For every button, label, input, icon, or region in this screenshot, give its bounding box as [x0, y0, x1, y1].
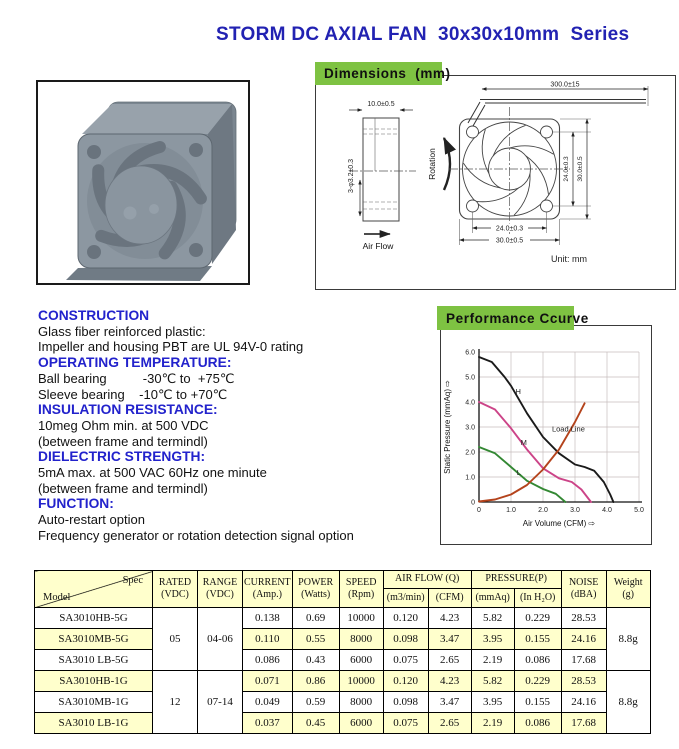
table-cell: 10000	[339, 608, 383, 629]
product-photo	[36, 80, 250, 285]
performance-section-label	[437, 306, 589, 330]
col-header-weight: Weight (g)	[606, 571, 650, 608]
specs-text	[38, 308, 354, 544]
weight-cell: 8.8g	[606, 671, 650, 734]
model-cell: SA3010HB-5G	[35, 608, 153, 629]
table-row	[35, 671, 651, 692]
table-cell: 8000	[339, 692, 383, 713]
table-cell: 24.16	[561, 629, 606, 650]
x-tick-label: 1.0	[506, 507, 516, 514]
col-header-airflow: AIR FLOW (Q)	[383, 571, 471, 589]
table-cell: 0.086	[243, 650, 293, 671]
table-cell: 4.23	[428, 671, 471, 692]
model-cell: SA3010 LB-5G	[35, 650, 153, 671]
table-row	[35, 629, 651, 650]
table-cell: 6000	[339, 713, 383, 734]
spec-text-line: Auto-restart option	[38, 512, 145, 528]
table-row	[35, 713, 651, 734]
table-cell: 2.65	[428, 713, 471, 734]
x-tick-label: 2.0	[538, 507, 548, 514]
dim-mounting-holes: 3-φ3.2±0.3	[348, 158, 355, 194]
series-label: H	[515, 387, 521, 396]
col-header-m3min: (m3/min)	[383, 589, 428, 608]
y-tick-label: 5.0	[465, 374, 475, 382]
dim-hole-pitch-horizontal: 24.0±0.3	[495, 225, 524, 233]
spec-text-line: Ball bearing -30℃ to +75℃	[38, 370, 235, 386]
x-tick-label: 0	[477, 507, 481, 514]
table-cell: 0.049	[243, 692, 293, 713]
model-word: Model	[43, 591, 71, 603]
table-cell: 24.16	[561, 692, 606, 713]
table-cell: 0.075	[383, 650, 428, 671]
dimensions-drawing	[315, 75, 676, 290]
y-tick-label: 1.0	[465, 474, 475, 482]
dim-thickness: 10.0±0.5	[367, 101, 395, 108]
series-label: Load Line	[551, 424, 585, 434]
spec-section-header: DIELECTRIC STRENGTH:	[38, 449, 206, 465]
series-label: L	[516, 468, 521, 477]
spec-word: Spec	[122, 575, 143, 586]
spec-section-header: FUNCTION:	[38, 496, 114, 512]
x-axis-label: Air Volume (CFM) ⇨	[522, 519, 596, 528]
model-cell: SA3010 LB-1G	[35, 713, 153, 734]
x-tick-label: 4.0	[602, 507, 612, 514]
table-cell: 2.19	[471, 650, 514, 671]
col-header-inh2o: (In H₂O)	[514, 589, 561, 608]
performance-chart	[440, 325, 652, 545]
rotation-label: Rotation	[427, 148, 437, 180]
spec-text-line: Impeller and housing PBT are UL 94V-0 rating	[38, 339, 304, 355]
spec-text-line: Sleeve bearing -10℃ to +70℃	[38, 386, 228, 402]
spec-text-line: 10meg Ohm min. at 500 VDC	[38, 417, 209, 433]
col-header-cfm: (CFM)	[428, 589, 471, 608]
series-H	[479, 357, 613, 502]
table-cell: 8000	[339, 629, 383, 650]
y-tick-label: 6.0	[465, 349, 475, 357]
fan-photo-illustration	[38, 82, 248, 283]
dimensions-drawing-svg	[316, 76, 675, 289]
table-cell: 0.229	[514, 671, 561, 692]
table-cell: 0.229	[514, 608, 561, 629]
rated-cell: 05	[153, 608, 198, 671]
table-cell: 0.155	[514, 629, 561, 650]
weight-cell: 8.8g	[606, 608, 650, 671]
col-header-power: POWER (Watts)	[292, 571, 339, 608]
table-cell: 0.071	[243, 671, 293, 692]
table-cell: 0.037	[243, 713, 293, 734]
table-cell: 0.098	[383, 629, 428, 650]
col-header-mmaq: (mmAq)	[471, 589, 514, 608]
page-title: STORM DC AXIAL FAN 30x30x10mm Series	[216, 24, 630, 45]
table-cell: 2.65	[428, 650, 471, 671]
table-cell: 17.68	[561, 650, 606, 671]
col-header-rated: RATED (VDC)	[153, 571, 198, 608]
dim-hole-pitch-vertical: 24.0±0.3	[563, 156, 570, 182]
col-header-noise: NOISE (dBA)	[561, 571, 606, 608]
dimensions-section-label-text: Dimensions (mm)	[324, 66, 451, 81]
dim-body-size-vertical: 30.0±0.5	[577, 156, 584, 182]
col-header-current: CURRENT (Amp.)	[243, 571, 293, 608]
spec-text-line: (between frame and termindl)	[38, 480, 208, 496]
y-tick-label: 4.0	[465, 399, 475, 407]
table-cell: 0.120	[383, 671, 428, 692]
table-cell: 0.075	[383, 713, 428, 734]
series-label: M	[520, 438, 527, 447]
col-header-model-spec	[35, 571, 153, 608]
table-cell: 0.43	[292, 650, 339, 671]
table-cell: 0.45	[292, 713, 339, 734]
col-header-pressure: PRESSURE(P)	[471, 571, 561, 589]
table-cell: 0.138	[243, 608, 293, 629]
table-cell: 3.47	[428, 692, 471, 713]
table-row	[35, 650, 651, 671]
air-flow-label: Air Flow	[362, 241, 394, 251]
spec-text-line: Glass fiber reinforced plastic:	[38, 323, 206, 339]
table-cell: 5.82	[471, 671, 514, 692]
table-row	[35, 692, 651, 713]
y-tick-label: 3.0	[465, 424, 475, 432]
table-cell: 0.86	[292, 671, 339, 692]
col-header-speed: SPEED (Rpm)	[339, 571, 383, 608]
table-cell: 0.55	[292, 629, 339, 650]
model-cell: SA3010MB-1G	[35, 692, 153, 713]
range-cell: 07-14	[198, 671, 243, 734]
dim-wire-length: 300.0±15	[550, 81, 580, 89]
performance-section-label-text: Performance Ccurve	[446, 310, 589, 326]
spec-table	[34, 570, 651, 734]
rated-cell: 12	[153, 671, 198, 734]
performance-chart-svg	[441, 330, 651, 540]
table-cell: 0.110	[243, 629, 293, 650]
col-header-range: RANGE (VDC)	[198, 571, 243, 608]
table-cell: 3.95	[471, 629, 514, 650]
x-tick-label: 5.0	[634, 507, 644, 514]
y-axis-label: Static Pressure (mmAq) ⇨	[443, 380, 452, 474]
model-cell: SA3010HB-1G	[35, 671, 153, 692]
table-cell: 0.086	[514, 650, 561, 671]
table-cell: 10000	[339, 671, 383, 692]
spec-section-header: INSULATION RESISTANCE:	[38, 402, 218, 418]
table-cell: 0.155	[514, 692, 561, 713]
table-cell: 3.95	[471, 692, 514, 713]
dimensions-section-label	[315, 62, 451, 85]
spec-text-line: Frequency generator or rotation detection signal option	[38, 527, 354, 543]
table-cell: 17.68	[561, 713, 606, 734]
table-cell: 28.53	[561, 671, 606, 692]
table-cell: 6000	[339, 650, 383, 671]
spec-section-header: CONSTRUCTION	[38, 308, 150, 323]
table-cell: 0.69	[292, 608, 339, 629]
table-cell: 4.23	[428, 608, 471, 629]
spec-text-line: (between frame and termindl)	[38, 433, 208, 449]
table-cell: 0.098	[383, 692, 428, 713]
unit-label: Unit: mm	[551, 254, 587, 264]
table-cell: 0.086	[514, 713, 561, 734]
table-row	[35, 608, 651, 629]
y-tick-label: 2.0	[465, 449, 475, 457]
table-cell: 0.120	[383, 608, 428, 629]
x-tick-label: 3.0	[570, 507, 580, 514]
table-cell: 0.59	[292, 692, 339, 713]
model-cell: SA3010MB-5G	[35, 629, 153, 650]
table-cell: 3.47	[428, 629, 471, 650]
dim-body-size-horizontal: 30.0±0.5	[495, 237, 524, 245]
table-cell: 28.53	[561, 608, 606, 629]
table-cell: 2.19	[471, 713, 514, 734]
spec-text-line: 5mA max. at 500 VAC 60Hz one minute	[38, 465, 267, 481]
range-cell: 04-06	[198, 608, 243, 671]
table-cell: 5.82	[471, 608, 514, 629]
spec-section-header: OPERATING TEMPERATURE:	[38, 355, 232, 371]
y-tick-label: 0	[471, 499, 475, 507]
